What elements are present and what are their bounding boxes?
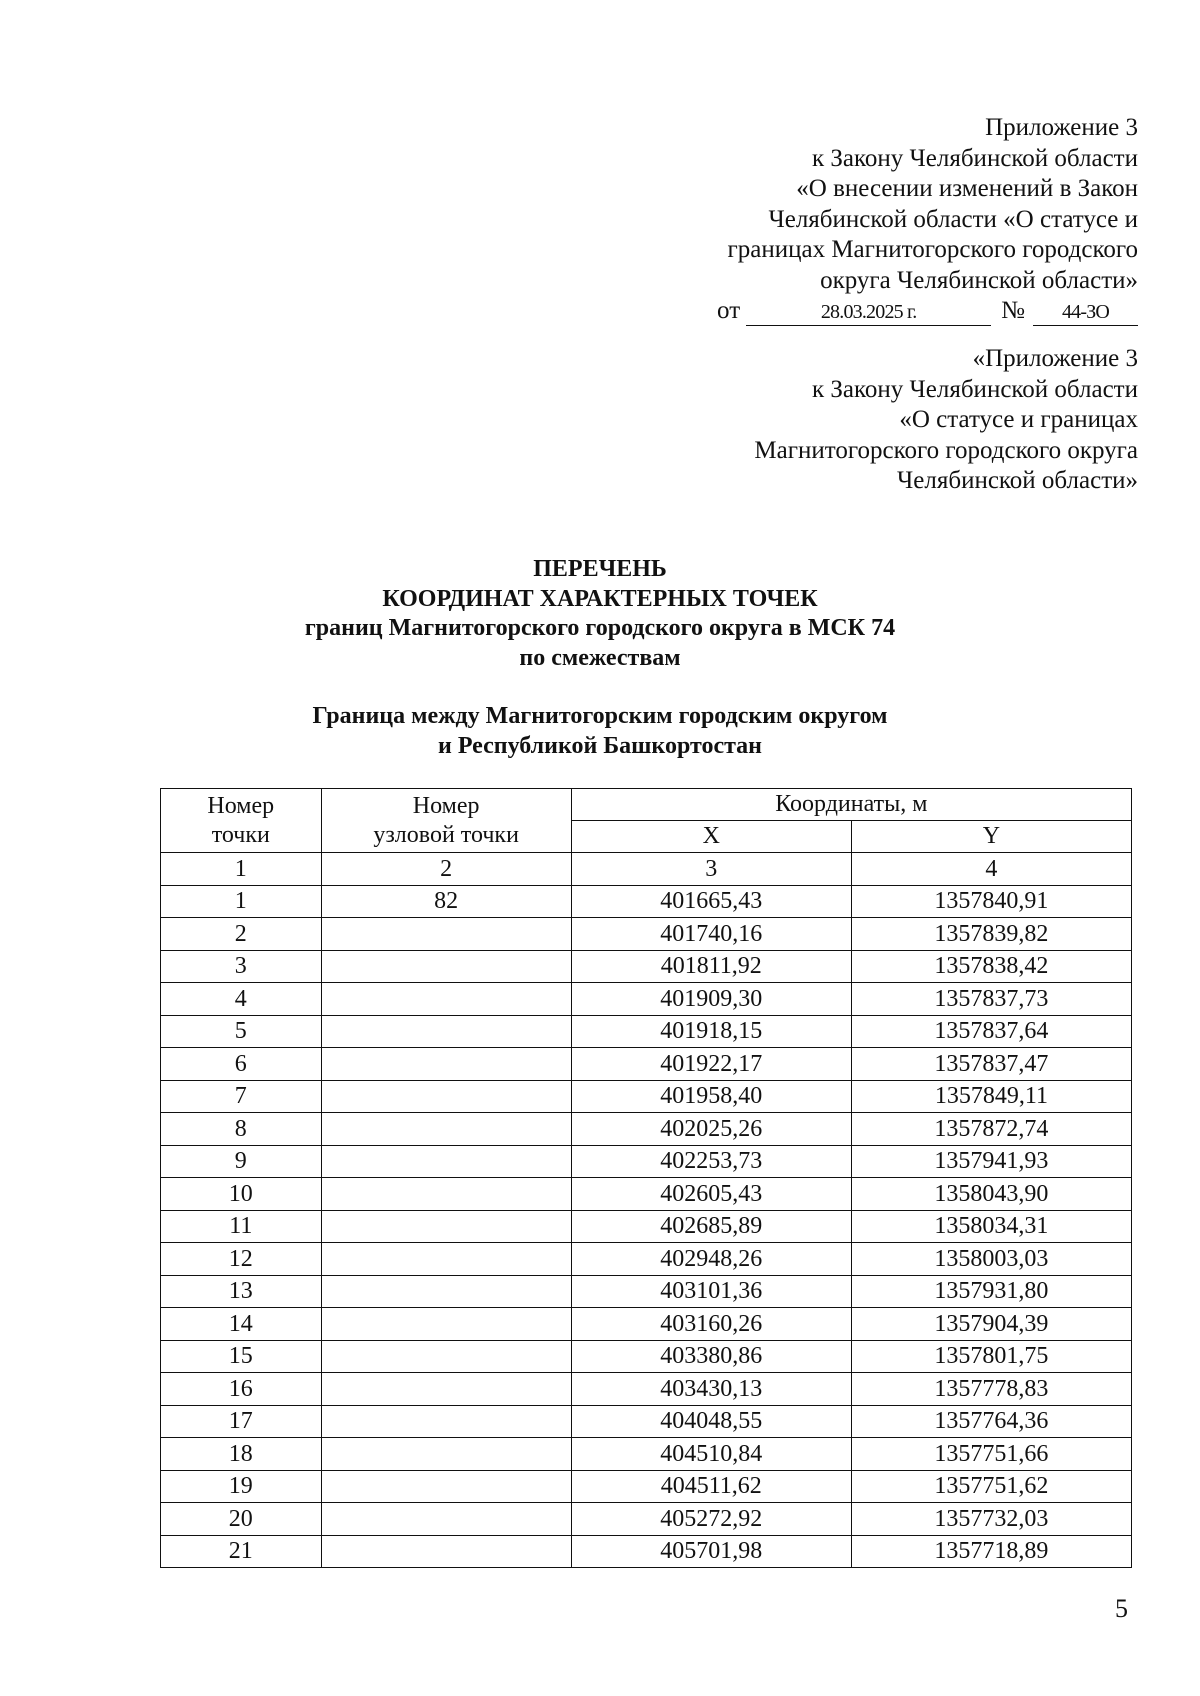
- table-body: [161, 853, 1132, 1568]
- document-title-line: ПЕРЕЧЕНЬ: [533, 556, 667, 582]
- table-row: [161, 1178, 1132, 1211]
- node-number-cell: [321, 1275, 571, 1308]
- x-coordinate-cell: 403101,36: [571, 1275, 851, 1308]
- point-number-cell: 20: [161, 1503, 322, 1536]
- original-appendix-line: Магнитогорского городского округа: [754, 436, 1138, 464]
- y-coordinate-cell: 1357838,42: [851, 950, 1131, 983]
- node-number-cell: [321, 1048, 571, 1081]
- coordinates-header: Координаты, м: [571, 789, 1131, 821]
- coordinates-table: [160, 788, 1132, 1568]
- y-coordinate-cell: 1357872,74: [851, 1113, 1131, 1146]
- point-number-cell: 6: [161, 1048, 322, 1081]
- y-coordinate-cell: 1357941,93: [851, 1145, 1131, 1178]
- number-label: №: [1001, 296, 1025, 324]
- section-title: [0, 702, 1200, 761]
- law-number-value: 44-ЗО: [1033, 301, 1138, 326]
- point-number-cell: 4: [161, 983, 322, 1016]
- point-number-cell: 7: [161, 1080, 322, 1113]
- table-row: [161, 1308, 1132, 1341]
- node-number-cell: [321, 1535, 571, 1568]
- section-title-line: и Республикой Башкортостан: [437, 732, 763, 759]
- x-header: X: [571, 821, 851, 853]
- table-row: [161, 1438, 1132, 1471]
- original-appendix-header: [754, 344, 1138, 497]
- x-coordinate-cell: 404511,62: [571, 1470, 851, 1503]
- y-coordinate-cell: 1357764,36: [851, 1405, 1131, 1438]
- node-number-cell: [321, 1373, 571, 1406]
- appendix-header-line: границах Магнитогорского городского: [727, 236, 1138, 263]
- table-row: [161, 918, 1132, 951]
- table-row: [161, 885, 1132, 918]
- point-number-cell: 18: [161, 1438, 322, 1471]
- x-coordinate-cell: 401665,43: [571, 885, 851, 918]
- point-number-header: [161, 789, 322, 853]
- node-number-cell: [321, 1340, 571, 1373]
- y-coordinate-cell: 1357751,66: [851, 1438, 1131, 1471]
- point-number-cell: 12: [161, 1243, 322, 1276]
- x-coordinate-cell: 403380,86: [571, 1340, 851, 1373]
- point-number-cell: 8: [161, 1113, 322, 1146]
- x-coordinate-cell: 403160,26: [571, 1308, 851, 1341]
- node-number-cell: [321, 1470, 571, 1503]
- node-number-cell: [321, 1015, 571, 1048]
- y-coordinate-cell: 1357778,83: [851, 1373, 1131, 1406]
- node-number-cell: [321, 1308, 571, 1341]
- point-number-cell: 14: [161, 1308, 322, 1341]
- x-coordinate-cell: 404048,55: [571, 1405, 851, 1438]
- table-row: [161, 950, 1132, 983]
- x-coordinate-cell: 402253,73: [571, 1145, 851, 1178]
- x-coordinate-cell: 401811,92: [571, 950, 851, 983]
- y-coordinate-cell: 1357931,80: [851, 1275, 1131, 1308]
- node-number-cell: [321, 1145, 571, 1178]
- table-header-row: [161, 789, 1132, 821]
- column-number: 3: [571, 853, 851, 886]
- y-coordinate-cell: 1358003,03: [851, 1243, 1131, 1276]
- point-number-cell: 2: [161, 918, 322, 951]
- point-number-cell: 1: [161, 885, 322, 918]
- table-row: [161, 1210, 1132, 1243]
- page-number: 5: [1115, 1594, 1128, 1623]
- original-appendix-line: Челябинской области»: [897, 467, 1138, 494]
- table-row: [161, 1015, 1132, 1048]
- point-number-cell: 19: [161, 1470, 322, 1503]
- y-coordinate-cell: 1357801,75: [851, 1340, 1131, 1373]
- node-number-cell: [321, 1243, 571, 1276]
- appendix-header-line: Челябинской области «О статусе и: [768, 205, 1138, 233]
- y-coordinate-cell: 1357839,82: [851, 918, 1131, 951]
- y-coordinate-cell: 1357837,47: [851, 1048, 1131, 1081]
- x-coordinate-cell: 405701,98: [571, 1535, 851, 1568]
- node-number-cell: [321, 1405, 571, 1438]
- column-number: 4: [851, 853, 1131, 886]
- header-line: Номер: [207, 792, 275, 819]
- point-number-cell: 21: [161, 1535, 322, 1568]
- adoption-date-line: [717, 296, 1138, 326]
- table-row: [161, 1080, 1132, 1113]
- table-row: [161, 1275, 1132, 1308]
- point-number-cell: 3: [161, 950, 322, 983]
- y-header: Y: [851, 821, 1131, 853]
- y-coordinate-cell: 1357751,62: [851, 1470, 1131, 1503]
- table-row: [161, 1113, 1132, 1146]
- node-number-cell: [321, 1080, 571, 1113]
- point-number-cell: 13: [161, 1275, 322, 1308]
- document-title: [0, 555, 1200, 673]
- appendix-header-line: округа Челябинской области»: [820, 266, 1138, 294]
- table-row: [161, 1048, 1132, 1081]
- header-line: Номер: [412, 792, 480, 819]
- document-title-line: границ Магнитогорского городского округа в МСК 74: [304, 615, 896, 641]
- point-number-cell: 10: [161, 1178, 322, 1211]
- column-number-row: [161, 853, 1132, 886]
- node-number-cell: [321, 918, 571, 951]
- node-number-header: [321, 789, 571, 853]
- y-coordinate-cell: 1357904,39: [851, 1308, 1131, 1341]
- table-row: [161, 1145, 1132, 1178]
- x-coordinate-cell: 402605,43: [571, 1178, 851, 1211]
- point-number-cell: 16: [161, 1373, 322, 1406]
- point-number-cell: 15: [161, 1340, 322, 1373]
- header-line: узловой точки: [373, 821, 519, 848]
- table-row: [161, 1535, 1132, 1568]
- column-number: 2: [321, 853, 571, 886]
- point-number-cell: 9: [161, 1145, 322, 1178]
- y-coordinate-cell: 1358034,31: [851, 1210, 1131, 1243]
- x-coordinate-cell: 401909,30: [571, 983, 851, 1016]
- original-appendix-line: «Приложение 3: [972, 345, 1138, 372]
- node-number-cell: [321, 1210, 571, 1243]
- point-number-cell: 11: [161, 1210, 322, 1243]
- x-coordinate-cell: 401918,15: [571, 1015, 851, 1048]
- original-appendix-line: к Закону Челябинской области: [812, 375, 1138, 403]
- y-coordinate-cell: 1357837,64: [851, 1015, 1131, 1048]
- document-title-line: КООРДИНАТ ХАРАКТЕРНЫХ ТОЧЕК: [382, 585, 818, 612]
- y-coordinate-cell: 1357718,89: [851, 1535, 1131, 1568]
- appendix-header-line: Приложение 3: [985, 114, 1138, 141]
- point-number-cell: 17: [161, 1405, 322, 1438]
- appendix-header: [717, 113, 1138, 326]
- original-appendix-line: «О статусе и границах: [899, 406, 1138, 433]
- x-coordinate-cell: 404510,84: [571, 1438, 851, 1471]
- table-row: [161, 1243, 1132, 1276]
- appendix-header-line: к Закону Челябинской области: [812, 144, 1138, 172]
- table-row: [161, 1373, 1132, 1406]
- node-number-cell: [321, 1113, 571, 1146]
- node-number-cell: [321, 1503, 571, 1536]
- x-coordinate-cell: 401740,16: [571, 918, 851, 951]
- node-number-cell: [321, 950, 571, 983]
- date-value: 28.03.2025 г.: [746, 301, 991, 326]
- x-coordinate-cell: 405272,92: [571, 1503, 851, 1536]
- y-coordinate-cell: 1357837,73: [851, 983, 1131, 1016]
- table-row: [161, 1470, 1132, 1503]
- x-coordinate-cell: 402948,26: [571, 1243, 851, 1276]
- node-number-cell: [321, 983, 571, 1016]
- node-number-cell: 82: [321, 885, 571, 918]
- header-line: точки: [211, 821, 270, 848]
- y-coordinate-cell: 1357840,91: [851, 885, 1131, 918]
- table-row: [161, 1340, 1132, 1373]
- x-coordinate-cell: 403430,13: [571, 1373, 851, 1406]
- table-row: [161, 1405, 1132, 1438]
- y-coordinate-cell: 1358043,90: [851, 1178, 1131, 1211]
- section-title-line: Граница между Магнитогорским городским округом: [312, 703, 888, 729]
- node-number-cell: [321, 1438, 571, 1471]
- appendix-header-line: «О внесении изменений в Закон: [796, 175, 1138, 202]
- table-row: [161, 983, 1132, 1016]
- document-title-line: по смежествам: [519, 644, 681, 671]
- y-coordinate-cell: 1357732,03: [851, 1503, 1131, 1536]
- date-label: от: [717, 296, 741, 324]
- point-number-cell: 5: [161, 1015, 322, 1048]
- table-row: [161, 1503, 1132, 1536]
- x-coordinate-cell: 401958,40: [571, 1080, 851, 1113]
- y-coordinate-cell: 1357849,11: [851, 1080, 1131, 1113]
- node-number-cell: [321, 1178, 571, 1211]
- x-coordinate-cell: 402025,26: [571, 1113, 851, 1146]
- column-number: 1: [161, 853, 322, 886]
- x-coordinate-cell: 401922,17: [571, 1048, 851, 1081]
- x-coordinate-cell: 402685,89: [571, 1210, 851, 1243]
